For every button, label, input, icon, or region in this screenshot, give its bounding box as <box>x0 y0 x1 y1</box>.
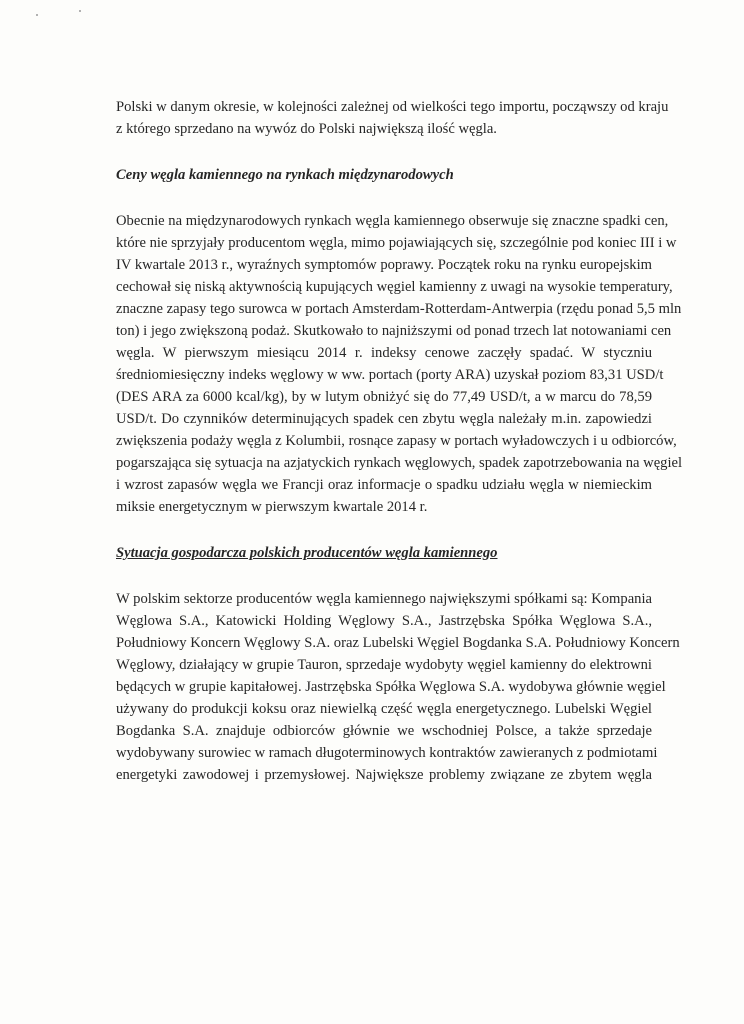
text-line: Południowy Koncern Węglowy S.A. oraz Lubelski Węgiel Bogdanka S.A. Południowy Koncern <box>116 635 680 651</box>
text-line: Polski w danym okresie, w kolejności zależnej od wielkości tego importu, począwszy od kraju <box>116 99 669 115</box>
text-line: W polskim sektorze producentów węgla kamiennego największymi spółkami są: Kompania <box>116 591 652 607</box>
text-line: (DES ARA za 6000 kcal/kg), by w lutym obniżyć się do 77,49 USD/t, a w marcu do 78,59 <box>116 389 652 405</box>
section-heading-prices: Ceny węgla kamiennego na rynkach międzynarodowych <box>116 167 454 183</box>
section2-paragraph <box>116 588 680 786</box>
section1-paragraph <box>116 210 683 518</box>
intro-paragraph <box>116 96 669 140</box>
text-line: Obecnie na międzynarodowych rynkach węgla kamiennego obserwuje się znaczne spadki cen, <box>116 213 669 229</box>
text-line: ton) i jego zwiększoną podaż. Skutkowało to najniższymi od ponad trzech lat notowaniami cen <box>116 323 672 339</box>
text-line: wydobywany surowiec w ramach długoterminowych kontraktów zawieranych z podmiotami <box>116 745 658 761</box>
text-line: miksie energetycznym w pierwszym kwartale 2014 r. <box>116 499 428 515</box>
text-line: cechował się niską aktywnością kupujących węgiel kamienny z uwagi na wysokie temperatury, <box>116 279 673 295</box>
text-line: zwiększenia podaży węgla z Kolumbii, rosnące zapasy w portach wyładowczych i u odbiorców, <box>116 433 677 449</box>
text-line: węgla. W pierwszym miesiącu 2014 r. indeksy cenowe zaczęły spadać. W styczniu <box>116 345 652 361</box>
text-line: które nie sprzyjały producentom węgla, mimo pojawiających się, szczególnie pod koniec III i w <box>116 235 677 251</box>
text-line: USD/t. Do czynników determinujących spadek cen zbytu węgla należały m.in. zapowiedzi <box>116 411 652 427</box>
document-body <box>116 96 683 786</box>
text-line: Węglowy, działający w grupie Tauron, sprzedaje wydobyty węgiel kamienny do elektrowni <box>116 657 652 673</box>
text-line: z którego sprzedano na wywóz do Polski największą ilość węgla. <box>116 121 497 137</box>
text-line: IV kwartale 2013 r., wyraźnych symptomów poprawy. Początek roku na rynku europejskim <box>116 257 652 273</box>
text-line: będących w grupie kapitałowej. Jastrzębska Spółka Węglowa S.A. wydobywa głównie węgiel <box>116 679 666 695</box>
text-line: energetyki zawodowej i przemysłowej. Największe problemy związane ze zbytem węgla <box>116 767 652 783</box>
text-line: średniomiesięczny indeks węglowy w ww. portach (porty ARA) uzyskał poziom 83,31 USD/t <box>116 367 664 383</box>
scan-speck <box>36 14 38 16</box>
text-line: Węglowa S.A., Katowicki Holding Węglowy S.A., Jastrzębska Spółka Węglowa S.A., <box>116 613 652 629</box>
section-heading-producers: Sytuacja gospodarcza polskich producentów węgla kamiennego <box>116 545 498 561</box>
text-line: używany do produkcji koksu oraz niewielką część węgla energetycznego. Lubelski Węgiel <box>116 701 652 717</box>
scan-speck <box>79 10 81 12</box>
text-line: znaczne zapasy tego surowca w portach Amsterdam-Rotterdam-Antwerpia (rzędu ponad 5,5 mln <box>116 301 682 317</box>
text-line: Bogdanka S.A. znajduje odbiorców głównie we wschodniej Polsce, a także sprzedaje <box>116 723 652 739</box>
text-line: pogarszająca się sytuacja na azjatyckich rynkach węglowych, spadek zapotrzebowania na węgiel <box>116 455 683 471</box>
text-line: i wzrost zapasów węgla we Francji oraz informacje o spadku udziału węgla w niemieckim <box>116 477 652 493</box>
